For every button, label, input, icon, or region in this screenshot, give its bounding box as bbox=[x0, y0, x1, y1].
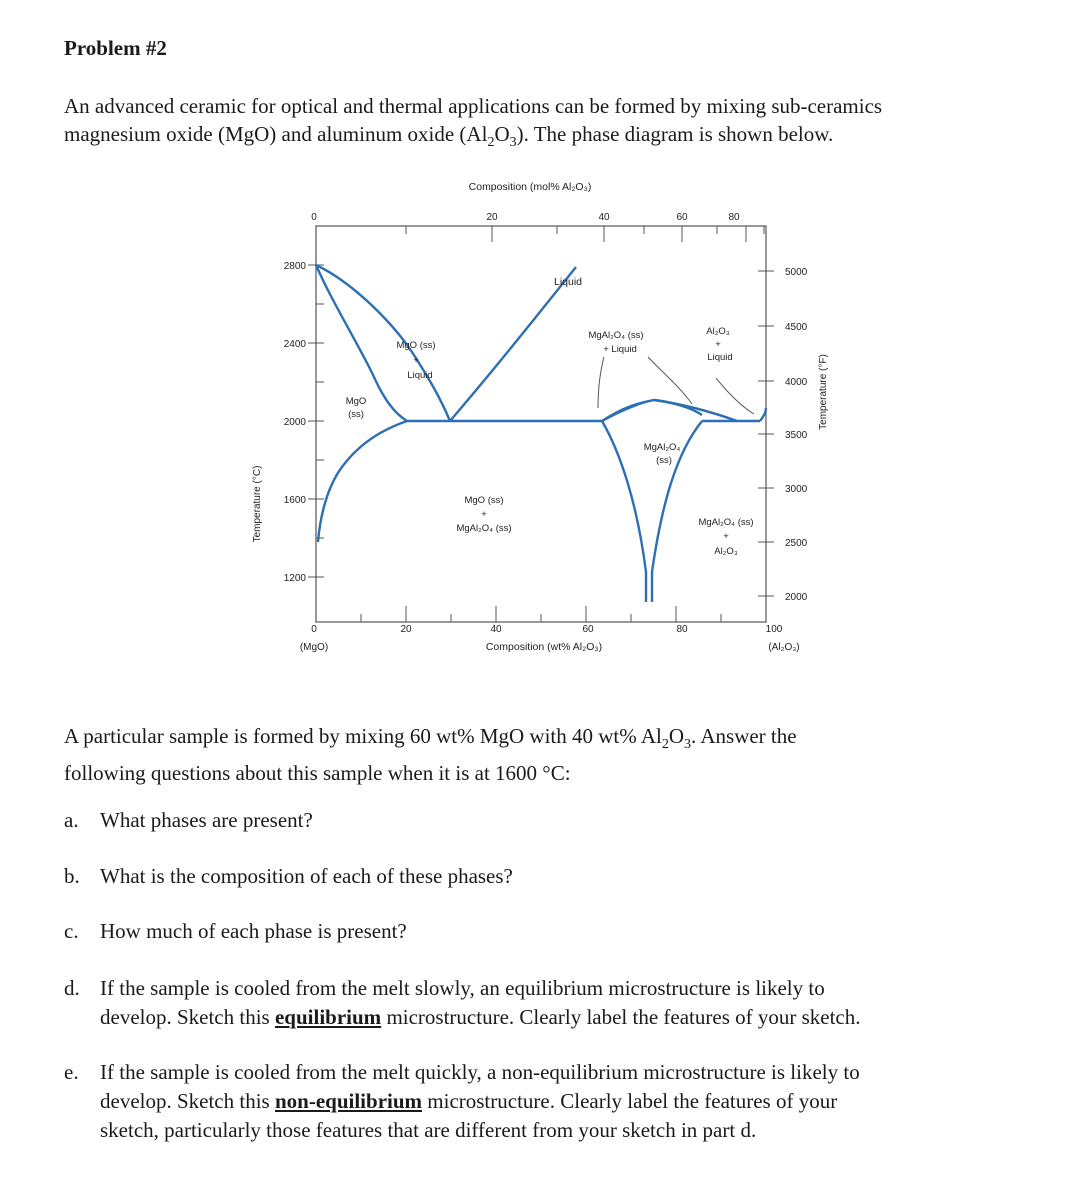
top-tick-20: 20 bbox=[486, 212, 498, 223]
right-tick-2500: 2500 bbox=[785, 538, 808, 549]
question-b-text: What is the composition of each of these phases? bbox=[100, 864, 513, 888]
question-e-letter: e. bbox=[64, 1060, 79, 1084]
bottom-right-label: (Al₂O₃) bbox=[768, 642, 800, 653]
intro-line-1: An advanced ceramic for optical and thermal applications can be formed by mixing sub-ceramics bbox=[64, 94, 883, 118]
question-d-text bbox=[100, 974, 1022, 1032]
right-tick-3000: 3000 bbox=[785, 484, 808, 495]
label-liquid: Liquid bbox=[553, 276, 583, 288]
sample-line-1: A particular sample is formed by mixing 60 wt% MgO with 40 wt% $Al_2O_3$. Answer the bbox=[64, 724, 797, 753]
top-ticks bbox=[316, 226, 764, 242]
top-tick-40: 40 bbox=[598, 212, 610, 223]
phase-boundaries bbox=[316, 265, 766, 602]
phase-diagram bbox=[222, 172, 829, 672]
question-c bbox=[64, 917, 1022, 946]
sample-line-2: following questions about this sample when it is at 1600 °C: bbox=[64, 761, 571, 786]
liquidus-spinel-left bbox=[450, 267, 576, 421]
question-e-line-3: sketch, particularly those features that are different from your sketch in part d. bbox=[100, 1118, 757, 1142]
top-tick-0: 0 bbox=[311, 212, 317, 223]
intro-paragraph bbox=[64, 92, 1024, 157]
sample-paragraph bbox=[64, 722, 1022, 787]
right-tick-5000: 5000 bbox=[785, 267, 808, 278]
question-a bbox=[64, 806, 1022, 835]
label-mgo-liquid-2: + bbox=[413, 355, 419, 366]
spinel-solvus-left bbox=[602, 421, 646, 602]
label-spinel-ss-1: MgAl₂O₄ bbox=[643, 442, 681, 453]
spinel-solidus-top bbox=[602, 400, 702, 421]
emph-equilibrium: equilibrium bbox=[274, 1005, 382, 1029]
emph-non-equilibrium: non-equilibrium bbox=[274, 1089, 423, 1113]
label-spinel-alumina-2: + bbox=[723, 531, 729, 542]
left-tick-2400: 2400 bbox=[283, 339, 306, 350]
solvus-mgo bbox=[318, 421, 407, 542]
bottom-tick-100: 100 bbox=[765, 624, 783, 635]
question-a-text: What phases are present? bbox=[100, 808, 313, 832]
label-mgo-spinel-3: MgAl₂O₄ (ss) bbox=[456, 523, 512, 534]
top-axis-title: Composition (mol% Al₂O₃) bbox=[468, 181, 592, 193]
question-d-line-1: If the sample is cooled from the melt slowly, an equilibrium microstructure is likely to bbox=[100, 976, 825, 1000]
bottom-tick-60: 60 bbox=[582, 624, 594, 635]
question-e bbox=[64, 1058, 1022, 1145]
question-e-text bbox=[100, 1058, 1022, 1145]
right-tick-2000: 2000 bbox=[785, 592, 808, 603]
label-alumina-liquid-2: + bbox=[715, 339, 721, 350]
bottom-axis-title: Composition (wt% Al₂O₃) bbox=[485, 641, 603, 653]
question-e-line-2: develop. Sketch this non-equilibrium microstructure. Clearly label the features of your bbox=[100, 1089, 838, 1113]
label-spinel-alumina-1: MgAl₂O₄ (ss) bbox=[698, 517, 754, 528]
top-tick-80: 80 bbox=[728, 212, 740, 223]
label-spinel-ss-2: (ss) bbox=[656, 455, 672, 466]
left-axis-title: Temperature (°C) bbox=[252, 465, 263, 543]
bottom-left-label: (MgO) bbox=[299, 642, 329, 653]
right-tick-4500: 4500 bbox=[785, 322, 808, 333]
question-b bbox=[64, 862, 1022, 891]
right-axis-title: Temperature (°F) bbox=[818, 354, 829, 430]
left-tick-2800: 2800 bbox=[283, 261, 306, 272]
left-tick-2000: 2000 bbox=[283, 417, 306, 428]
liquidus-alumina bbox=[760, 408, 766, 421]
label-spinel-alumina-3: Al₂O₃ bbox=[714, 546, 738, 557]
problem-title: Problem #2 bbox=[64, 36, 167, 60]
label-mgo-spinel-1: MgO (ss) bbox=[464, 495, 504, 506]
left-tick-1200: 1200 bbox=[283, 573, 306, 584]
bottom-tick-40: 40 bbox=[490, 624, 502, 635]
bottom-tick-80: 80 bbox=[676, 624, 688, 635]
label-mgo-ss-1: MgO bbox=[345, 396, 367, 407]
top-tick-60: 60 bbox=[676, 212, 688, 223]
question-b-letter: b. bbox=[64, 864, 80, 888]
right-tick-3500: 3500 bbox=[785, 430, 808, 441]
label-mgo-spinel-2: + bbox=[481, 509, 487, 520]
right-tick-4000: 4000 bbox=[785, 377, 808, 388]
question-d-letter: d. bbox=[64, 976, 80, 1000]
label-alumina-liquid-3: Liquid bbox=[707, 352, 733, 363]
question-e-line-1: If the sample is cooled from the melt quickly, a non-equilibrium microstructure is likely to bbox=[100, 1060, 860, 1084]
question-c-letter: c. bbox=[64, 919, 79, 943]
label-alumina-liquid-1: Al₂O₃ bbox=[706, 326, 730, 337]
leader-lines bbox=[598, 357, 754, 414]
bottom-ticks bbox=[361, 606, 721, 622]
left-tick-1600: 1600 bbox=[283, 495, 306, 506]
question-d-line-2: develop. Sketch this equilibrium microstructure. Clearly label the features of your sketch. bbox=[100, 1005, 861, 1029]
question-d bbox=[64, 974, 1022, 1032]
bottom-tick-0: 0 bbox=[311, 624, 317, 635]
label-mgo-liquid-1: MgO (ss) bbox=[396, 340, 436, 351]
question-c-text: How much of each phase is present? bbox=[100, 919, 407, 943]
label-spinel-liquid-2: + Liquid bbox=[603, 344, 637, 355]
bottom-tick-20: 20 bbox=[400, 624, 412, 635]
question-a-letter: a. bbox=[64, 808, 79, 832]
label-mgo-liquid-3: Liquid bbox=[407, 370, 433, 381]
label-mgo-ss-2: (ss) bbox=[348, 409, 364, 420]
intro-line-2: magnesium oxide (MgO) and aluminum oxide $(Al_2O_3)$. The phase diagram is shown below. bbox=[64, 122, 834, 151]
label-spinel-liquid-1: MgAl₂O₄ (ss) bbox=[588, 330, 644, 341]
